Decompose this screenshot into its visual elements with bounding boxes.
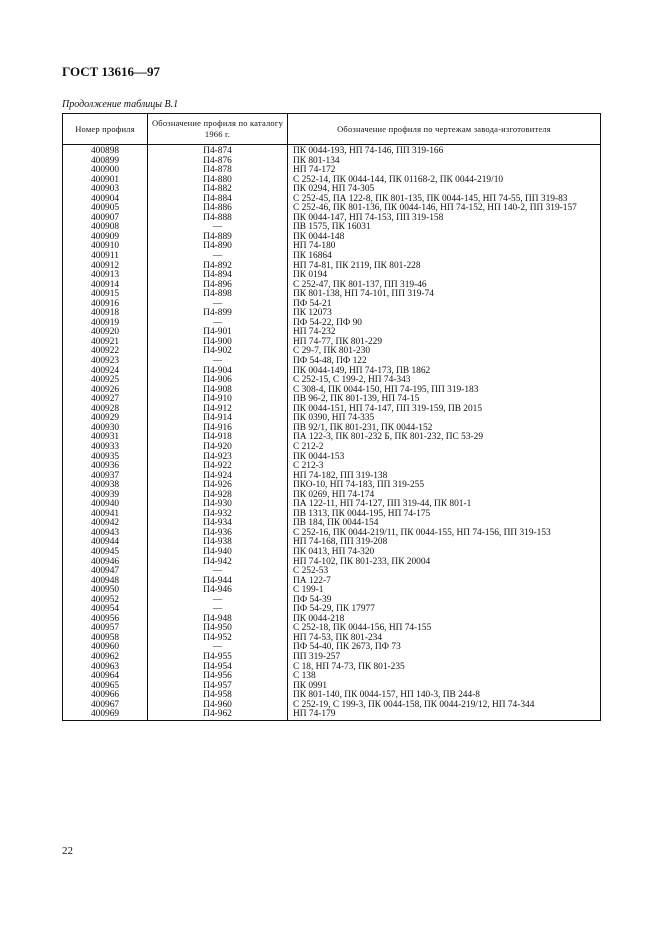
- factory-designation-cell: НП 74-232: [288, 328, 601, 338]
- factory-designation-cell: С 212-2: [288, 443, 601, 453]
- factory-designation-cell: ПК 0390, НП 74-335: [288, 414, 601, 424]
- factory-designation-cell: НП 74-182, ПП 319-138: [288, 472, 601, 482]
- profile-number-cell: 400939: [63, 491, 148, 501]
- catalog-designation-cell: П4-926: [148, 481, 288, 491]
- factory-designation-cell: ПК 0044-153: [288, 453, 601, 463]
- factory-designation-cell: ПК 0044-147, НП 74-153, ПП 319-158: [288, 214, 601, 224]
- factory-designation-cell: ПВ 1575, ПК 16031: [288, 223, 601, 233]
- profile-number-cell: 400960: [63, 643, 148, 653]
- catalog-designation-cell: П4-908: [148, 386, 288, 396]
- factory-designation-cell: С 252-15, С 199-2, НП 74-343: [288, 376, 601, 386]
- factory-designation-cell: ПА 122-7: [288, 577, 601, 587]
- catalog-designation-cell: П4-946: [148, 586, 288, 596]
- column-header-catalog-designation: Обозначение профиля по каталогу 1966 г.: [148, 114, 288, 145]
- factory-designation-cell: ПА 122-11, НП 74-127, ПП 319-44, ПК 801-1: [288, 500, 601, 510]
- catalog-designation-cell: П4-884: [148, 195, 288, 205]
- profile-number-cell: 400920: [63, 328, 148, 338]
- catalog-designation-cell: П4-896: [148, 281, 288, 291]
- factory-designation-cell: ПФ 54-39: [288, 596, 601, 606]
- profile-number-cell: 400963: [63, 663, 148, 673]
- table-row: [63, 577, 601, 587]
- factory-designation-cell: С 252-45, ПА 122-8, ПК 801-135, ПК 0044-145, НП 74-55, ПП 319-83: [288, 195, 601, 205]
- factory-designation-cell: ПФ 54-22, ПФ 90: [288, 319, 601, 329]
- profile-number-cell: 400926: [63, 386, 148, 396]
- catalog-designation-cell: П4-892: [148, 262, 288, 272]
- factory-designation-cell: ПП 319-257: [288, 653, 601, 663]
- table-caption: Продолжение таблицы В.1: [62, 99, 179, 110]
- catalog-designation-cell: П4-910: [148, 395, 288, 405]
- catalog-designation-cell: П4-955: [148, 653, 288, 663]
- catalog-designation-cell: —: [148, 643, 288, 653]
- catalog-designation-cell: П4-942: [148, 558, 288, 568]
- factory-designation-cell: ПК 12073: [288, 309, 601, 319]
- profile-number-cell: 400925: [63, 376, 148, 386]
- profile-table-container: [62, 113, 600, 721]
- catalog-designation-cell: П4-954: [148, 663, 288, 673]
- profile-number-cell: 400942: [63, 519, 148, 529]
- factory-designation-cell: ПК 0044-193, НП 74-146, ПП 319-166: [288, 145, 601, 157]
- factory-designation-cell: НП 74-168, ПП 319-208: [288, 538, 601, 548]
- profile-table: [62, 113, 601, 721]
- profile-number-cell: 400898: [63, 145, 148, 157]
- factory-designation-cell: ПК 0294, НП 74-305: [288, 185, 601, 195]
- factory-designation-cell: С 138: [288, 672, 601, 682]
- catalog-designation-cell: П4-936: [148, 529, 288, 539]
- catalog-designation-cell: П4-904: [148, 367, 288, 377]
- catalog-designation-cell: П4-890: [148, 242, 288, 252]
- profile-number-cell: 400935: [63, 453, 148, 463]
- factory-designation-cell: ПК 0044-148: [288, 233, 601, 243]
- catalog-designation-cell: —: [148, 300, 288, 310]
- catalog-designation-cell: П4-894: [148, 271, 288, 281]
- profile-number-cell: 400946: [63, 558, 148, 568]
- factory-designation-cell: ПВ 1313, ПК 0044-195, НП 74-175: [288, 510, 601, 520]
- profile-number-cell: 400913: [63, 271, 148, 281]
- factory-designation-cell: ПВ 92/1, ПК 801-231, ПК 0044-152: [288, 424, 601, 434]
- factory-designation-cell: ПВ 96-2, ПК 801-139, НП 74-15: [288, 395, 601, 405]
- catalog-designation-cell: П4-906: [148, 376, 288, 386]
- factory-designation-cell: ПК 801-138, НП 74-101, ПП 319-74: [288, 290, 601, 300]
- profile-number-cell: 400943: [63, 529, 148, 539]
- catalog-designation-cell: П4-918: [148, 433, 288, 443]
- factory-designation-cell: ПФ 54-48, ПФ 122: [288, 357, 601, 367]
- catalog-designation-cell: П4-950: [148, 624, 288, 634]
- profile-number-cell: 400911: [63, 252, 148, 262]
- profile-number-cell: 400900: [63, 166, 148, 176]
- catalog-designation-cell: П4-920: [148, 443, 288, 453]
- catalog-designation-cell: —: [148, 357, 288, 367]
- factory-designation-cell: С 29-7, ПК 801-230: [288, 347, 601, 357]
- table-header-row: [63, 114, 601, 145]
- profile-number-cell: 400956: [63, 615, 148, 625]
- profile-number-cell: 400899: [63, 157, 148, 167]
- profile-number-cell: 400901: [63, 176, 148, 186]
- profile-number-cell: 400952: [63, 596, 148, 606]
- profile-number-cell: 400945: [63, 548, 148, 558]
- table-row: [63, 145, 601, 157]
- table-row: [63, 672, 601, 682]
- table-row: [63, 453, 601, 463]
- profile-number-cell: 400912: [63, 262, 148, 272]
- profile-number-cell: 400957: [63, 624, 148, 634]
- profile-number-cell: 400948: [63, 577, 148, 587]
- catalog-designation-cell: —: [148, 596, 288, 606]
- factory-designation-cell: С 252-53: [288, 567, 601, 577]
- profile-number-cell: 400923: [63, 357, 148, 367]
- catalog-designation-cell: П4-876: [148, 157, 288, 167]
- profile-number-cell: 400954: [63, 605, 148, 615]
- catalog-designation-cell: —: [148, 223, 288, 233]
- document-code: ГОСТ 13616—97: [62, 64, 161, 79]
- profile-number-cell: 400921: [63, 338, 148, 348]
- catalog-designation-cell: П4-948: [148, 615, 288, 625]
- profile-number-cell: 400924: [63, 367, 148, 377]
- profile-number-cell: 400966: [63, 691, 148, 701]
- table-row: [63, 586, 601, 596]
- catalog-designation-cell: П4-882: [148, 185, 288, 195]
- factory-designation-cell: ПК 0413, НП 74-320: [288, 548, 601, 558]
- catalog-designation-cell: П4-923: [148, 453, 288, 463]
- catalog-designation-cell: П4-958: [148, 691, 288, 701]
- profile-number-cell: 400907: [63, 214, 148, 224]
- catalog-designation-cell: П4-901: [148, 328, 288, 338]
- profile-number-cell: 400919: [63, 319, 148, 329]
- column-header-profile-number: Номер профиля: [63, 114, 148, 145]
- catalog-designation-cell: П4-938: [148, 538, 288, 548]
- factory-designation-cell: С 252-18, ПК 0044-156, НП 74-155: [288, 624, 601, 634]
- factory-designation-cell: ПФ 54-29, ПК 17977: [288, 605, 601, 615]
- profile-number-cell: 400928: [63, 405, 148, 415]
- factory-designation-cell: ПА 122-3, ПК 801-232 Б, ПК 801-232, ПС 53-29: [288, 433, 601, 443]
- catalog-designation-cell: —: [148, 605, 288, 615]
- factory-designation-cell: ПКО-10, НП 74-183, ПП 319-255: [288, 481, 601, 491]
- table-row: [63, 290, 601, 300]
- profile-number-cell: 400914: [63, 281, 148, 291]
- factory-designation-cell: ПК 801-140, ПК 0044-157, НП 140-3, ПВ 244-8: [288, 691, 601, 701]
- catalog-designation-cell: П4-932: [148, 510, 288, 520]
- factory-designation-cell: С 252-14, ПК 0044-144, ПК 01168-2, ПК 0044-219/10: [288, 176, 601, 186]
- page-number: 22: [62, 845, 73, 857]
- catalog-designation-cell: П4-940: [148, 548, 288, 558]
- profile-number-cell: 400967: [63, 701, 148, 711]
- catalog-designation-cell: П4-898: [148, 290, 288, 300]
- catalog-designation-cell: —: [148, 252, 288, 262]
- profile-number-cell: 400927: [63, 395, 148, 405]
- profile-number-cell: 400918: [63, 309, 148, 319]
- catalog-designation-cell: П4-889: [148, 233, 288, 243]
- profile-number-cell: 400915: [63, 290, 148, 300]
- profile-number-cell: 400908: [63, 223, 148, 233]
- profile-number-cell: 400969: [63, 710, 148, 720]
- profile-number-cell: 400905: [63, 204, 148, 214]
- factory-designation-cell: ПК 0194: [288, 271, 601, 281]
- profile-number-cell: 400941: [63, 510, 148, 520]
- profile-number-cell: 400937: [63, 472, 148, 482]
- catalog-designation-cell: —: [148, 567, 288, 577]
- profile-number-cell: 400940: [63, 500, 148, 510]
- factory-designation-cell: С 252-19, С 199-3, ПК 0044-158, ПК 0044-219/12, НП 74-344: [288, 701, 601, 711]
- profile-number-cell: 400964: [63, 672, 148, 682]
- catalog-designation-cell: П4-928: [148, 491, 288, 501]
- catalog-designation-cell: П4-902: [148, 347, 288, 357]
- profile-number-cell: 400933: [63, 443, 148, 453]
- factory-designation-cell: ПК 0044-149, НП 74-173, ПВ 1862: [288, 367, 601, 377]
- profile-number-cell: 400922: [63, 347, 148, 357]
- profile-number-cell: 400962: [63, 653, 148, 663]
- factory-designation-cell: С 199-1: [288, 586, 601, 596]
- column-header-factory-designation: Обозначение профиля по чертежам завода-изготовителя: [288, 114, 601, 145]
- profile-number-cell: 400938: [63, 481, 148, 491]
- catalog-designation-cell: П4-914: [148, 414, 288, 424]
- catalog-designation-cell: П4-957: [148, 682, 288, 692]
- catalog-designation-cell: П4-952: [148, 634, 288, 644]
- profile-number-cell: 400910: [63, 242, 148, 252]
- catalog-designation-cell: П4-922: [148, 462, 288, 472]
- profile-number-cell: 400958: [63, 634, 148, 644]
- factory-designation-cell: ПК 0269, НП 74-174: [288, 491, 601, 501]
- catalog-designation-cell: П4-934: [148, 519, 288, 529]
- factory-designation-cell: НП 74-81, ПК 2119, ПК 801-228: [288, 262, 601, 272]
- catalog-designation-cell: —: [148, 319, 288, 329]
- profile-number-cell: 400904: [63, 195, 148, 205]
- factory-designation-cell: ПК 0044-218: [288, 615, 601, 625]
- table-row: [63, 567, 601, 577]
- factory-designation-cell: ПК 16864: [288, 252, 601, 262]
- factory-designation-cell: С 18, НП 74-73, ПК 801-235: [288, 663, 601, 673]
- catalog-designation-cell: П4-886: [148, 204, 288, 214]
- catalog-designation-cell: П4-912: [148, 405, 288, 415]
- factory-designation-cell: С 308-4, ПК 0044-150, НП 74-195, ПП 319-183: [288, 386, 601, 396]
- factory-designation-cell: С 212-3: [288, 462, 601, 472]
- profile-number-cell: 400965: [63, 682, 148, 692]
- factory-designation-cell: ПВ 184, ПК 0044-154: [288, 519, 601, 529]
- factory-designation-cell: НП 74-172: [288, 166, 601, 176]
- table-row: [63, 663, 601, 673]
- profile-number-cell: 400909: [63, 233, 148, 243]
- profile-number-cell: 400944: [63, 538, 148, 548]
- profile-number-cell: 400931: [63, 433, 148, 443]
- table-row: [63, 558, 601, 568]
- catalog-designation-cell: П4-900: [148, 338, 288, 348]
- factory-designation-cell: С 252-47, ПК 801-137, ПП 319-46: [288, 281, 601, 291]
- factory-designation-cell: НП 74-77, ПК 801-229: [288, 338, 601, 348]
- catalog-designation-cell: П4-962: [148, 710, 288, 720]
- profile-number-cell: 400916: [63, 300, 148, 310]
- factory-designation-cell: ПК 0044-151, НП 74-147, ПП 319-159, ПВ 2015: [288, 405, 601, 415]
- profile-number-cell: 400936: [63, 462, 148, 472]
- profile-number-cell: 400930: [63, 424, 148, 434]
- factory-designation-cell: НП 74-179: [288, 710, 601, 720]
- factory-designation-cell: НП 74-180: [288, 242, 601, 252]
- profile-number-cell: 400947: [63, 567, 148, 577]
- table-row: [63, 433, 601, 443]
- catalog-designation-cell: П4-880: [148, 176, 288, 186]
- catalog-designation-cell: П4-944: [148, 577, 288, 587]
- profile-number-cell: 400950: [63, 586, 148, 596]
- catalog-designation-cell: П4-916: [148, 424, 288, 434]
- factory-designation-cell: ПФ 54-40, ПК 2673, ПФ 73: [288, 643, 601, 653]
- catalog-designation-cell: П4-956: [148, 672, 288, 682]
- table-row: [63, 262, 601, 272]
- table-row: [63, 710, 601, 720]
- table-body: [63, 145, 601, 721]
- factory-designation-cell: ПК 0991: [288, 682, 601, 692]
- factory-designation-cell: С 252-46, ПК 801-136, ПК 0044-146, НП 74-152, НП 140-2, ПП 319-157: [288, 204, 601, 214]
- profile-number-cell: 400929: [63, 414, 148, 424]
- profile-number-cell: 400903: [63, 185, 148, 195]
- factory-designation-cell: НП 74-53, ПК 801-234: [288, 634, 601, 644]
- factory-designation-cell: НП 74-102, ПК 801-233, ПК 20004: [288, 558, 601, 568]
- factory-designation-cell: С 252-16, ПК 0044-219/11, ПК 0044-155, НП 74-156, ПП 319-153: [288, 529, 601, 539]
- catalog-designation-cell: П4-878: [148, 166, 288, 176]
- factory-designation-cell: ПФ 54-21: [288, 300, 601, 310]
- catalog-designation-cell: П4-899: [148, 309, 288, 319]
- catalog-designation-cell: П4-888: [148, 214, 288, 224]
- catalog-designation-cell: П4-924: [148, 472, 288, 482]
- catalog-designation-cell: П4-960: [148, 701, 288, 711]
- factory-designation-cell: ПК 801-134: [288, 157, 601, 167]
- catalog-designation-cell: П4-874: [148, 145, 288, 157]
- catalog-designation-cell: П4-930: [148, 500, 288, 510]
